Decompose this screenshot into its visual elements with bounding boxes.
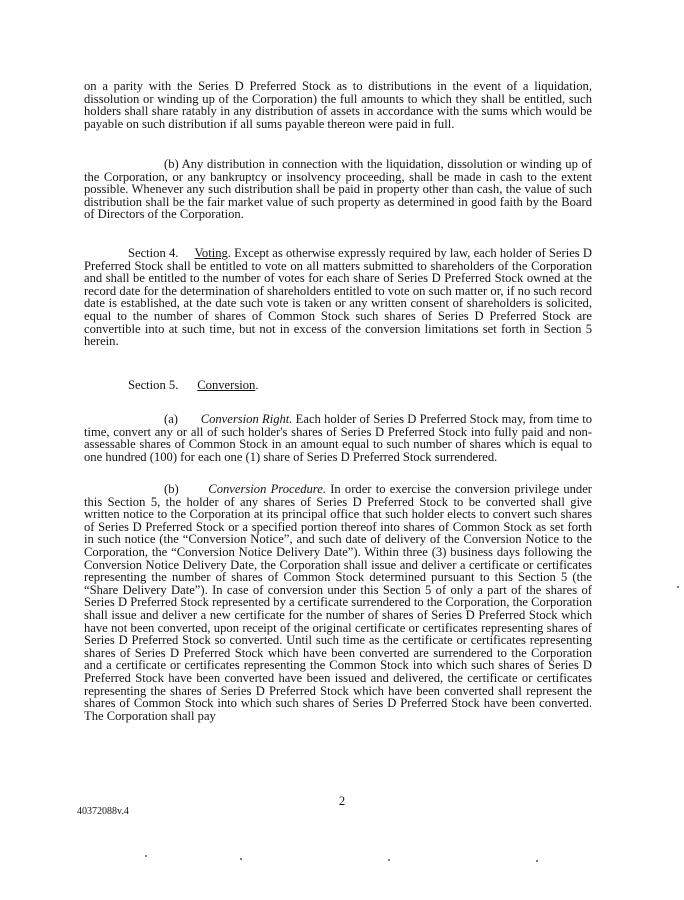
section-title-period: .: [255, 378, 259, 392]
paragraph-liquidation-parity: [84, 80, 592, 130]
paragraph-text: on a parity with the Series D Preferred Stock as to distributions in the event of a liquidation, dissolution or winding up of the Corporation) the full amounts to which they shall be entitled, such holders shall share ratably in any distribution of assets in accordance with the sums which would be payable on such distribution if all sums payable thereon were paid in full.: [84, 79, 592, 131]
paragraph-title: Conversion Procedure.: [208, 482, 326, 496]
page-number: 2: [338, 794, 346, 808]
section-title: Voting: [194, 246, 228, 260]
paragraph-text: [84, 413, 592, 463]
scan-speck: [677, 586, 679, 588]
paragraph-label: (a): [164, 412, 178, 426]
paragraph-label: (b): [164, 482, 179, 496]
scan-speck: [536, 860, 538, 862]
scan-speck: [240, 858, 242, 860]
scan-speck: [145, 855, 147, 857]
paragraph-text: [84, 483, 592, 722]
section-body: . Except as otherwise expressly required by law, each holder of Series D Preferred Stock shall be entitled to vote on all matters submitted to shareholders of the Corporation and shall be entitled to the number of votes for each share of Series D Preferred Stock owned at the record date for the determination of shareholders entitled to vote on such matter or, if no such record date is established, at the date such vote is taken or any written consent of shareholders is solicited, equal to the number of shares of Common Stock such shares of Series D Preferred Stock are convertible into at such time, but not in excess of the conversion limitations set forth in Section 5 herein.: [84, 246, 592, 349]
paragraph-body: Each holder of Series D Preferred Stock may, from time to time, convert any or all of such holder's shares of Series D Preferred Stock into fully paid and non-assessable shares of Common Stock in an amount equal to such number of shares which is equal to one hundred (100) for each one (1) share of Series D Preferred Stock surrendered.: [84, 412, 593, 464]
paragraph-distribution-b: [84, 158, 592, 221]
section-number: Section 5.: [128, 378, 179, 392]
section-number: Section 4.: [128, 246, 179, 260]
paragraph-title: Conversion Right.: [200, 412, 293, 426]
paragraph-conversion-right: [84, 413, 592, 463]
paragraph-conversion-procedure: [84, 483, 592, 722]
section-title: Conversion: [197, 378, 256, 392]
scan-speck: [388, 859, 390, 861]
section-4-voting: [84, 247, 592, 348]
paragraph-body: In order to exercise the conversion privilege under this Section 5, the holder of any shares of Series D Preferred Stock to be converted shall give written notice to the Corporation at its principal office that such holder elects to convert such shares of Series D Preferred Stock or a specified portion thereof into shares of Common Stock as set forth in such notice (the “Conversion Notice”, and such date of delivery of the Conversion Notice to the Corporation, the “Conversion Notice Delivery Date”). Within three (3) business days following the Conversion Notice Delivery Date, the Corporation shall issue and deliver a certificate or certificates representing the number of shares of Common Stock determined pursuant to this Section 5 (the “Share Delivery Date”). In case of conversion under this Section 5 of only a part of the shares of Series D Preferred Stock represented by a certificate surrendered to the Corporation, the Corporation shall issue and deliver a new certificate for the number of shares of Series D Preferred Stock which have not been converted, upon receipt of the original certificate or certificates representing shares of Series D Preferred Stock so converted. Until such time as the certificate or certificates representing shares of Series D Preferred Stock which have been converted are surrendered to the Corporation and a certificate or certificates representing the Common Stock into which such shares of Series D Preferred Stock have been converted have been issued and delivered, the certificate or certificates representing the shares of Series D Preferred Stock which have been converted shall represent the shares of Common Stock into which such shares of Series D Preferred Stock have been converted. The Corporation shall pay: [84, 482, 592, 723]
paragraph-text: [84, 247, 592, 348]
paragraph-text: (b) Any distribution in connection with the liquidation, dissolution or winding up of the Corporation, or any bankruptcy or insolvency proceeding, shall be made in cash to the extent possible. Whenever any such distribution shall be paid in property other than cash, the value of such distribution shall be the fair market value of such property as determined in good faith by the Board of Directors of the Corporation.: [84, 157, 592, 222]
section-5-heading: [84, 379, 592, 392]
document-id: 40372088v.4: [77, 806, 129, 817]
heading-line: [84, 379, 592, 392]
